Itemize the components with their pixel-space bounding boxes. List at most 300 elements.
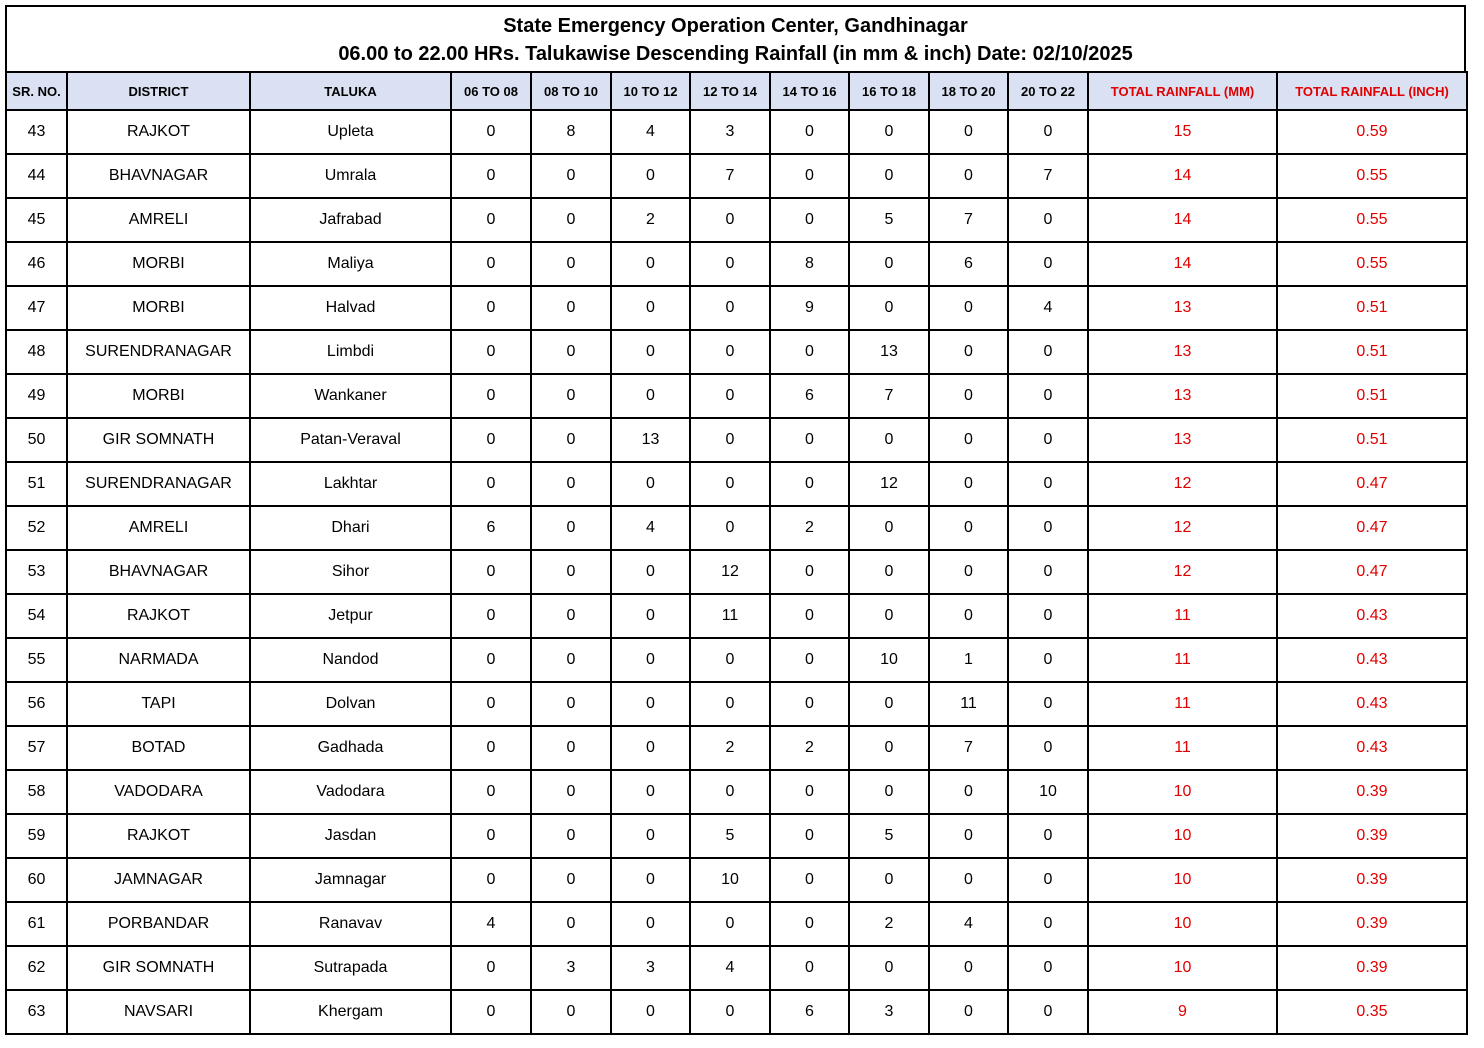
cell-18-to-20: 0 bbox=[929, 858, 1008, 902]
cell-10-to-12: 0 bbox=[611, 154, 690, 198]
cell-10-to-12: 0 bbox=[611, 462, 690, 506]
cell-20-to-22: 0 bbox=[1008, 726, 1088, 770]
cell-sr-no: 56 bbox=[6, 682, 67, 726]
cell-taluka: Jasdan bbox=[250, 814, 451, 858]
cell-sr-no: 57 bbox=[6, 726, 67, 770]
cell-16-to-18: 0 bbox=[849, 418, 929, 462]
cell-10-to-12: 0 bbox=[611, 594, 690, 638]
cell-total-inch: 0.47 bbox=[1277, 462, 1467, 506]
cell-total-mm: 11 bbox=[1088, 726, 1277, 770]
table-row bbox=[6, 242, 1467, 286]
cell-18-to-20: 0 bbox=[929, 286, 1008, 330]
cell-total-inch: 0.39 bbox=[1277, 946, 1467, 990]
cell-20-to-22: 0 bbox=[1008, 946, 1088, 990]
cell-18-to-20: 0 bbox=[929, 594, 1008, 638]
cell-10-to-12: 3 bbox=[611, 946, 690, 990]
cell-06-to-08: 0 bbox=[451, 198, 531, 242]
cell-18-to-20: 1 bbox=[929, 638, 1008, 682]
cell-06-to-08: 0 bbox=[451, 462, 531, 506]
cell-12-to-14: 11 bbox=[690, 594, 770, 638]
cell-total-mm: 13 bbox=[1088, 330, 1277, 374]
cell-12-to-14: 0 bbox=[690, 198, 770, 242]
cell-14-to-16: 0 bbox=[770, 638, 849, 682]
cell-total-mm: 14 bbox=[1088, 242, 1277, 286]
cell-district: NAVSARI bbox=[67, 990, 250, 1034]
report-title-block bbox=[5, 5, 1466, 71]
cell-14-to-16: 0 bbox=[770, 858, 849, 902]
cell-14-to-16: 0 bbox=[770, 154, 849, 198]
cell-total-inch: 0.43 bbox=[1277, 594, 1467, 638]
cell-20-to-22: 0 bbox=[1008, 198, 1088, 242]
cell-sr-no: 45 bbox=[6, 198, 67, 242]
cell-08-to-10: 0 bbox=[531, 154, 611, 198]
cell-sr-no: 49 bbox=[6, 374, 67, 418]
cell-14-to-16: 0 bbox=[770, 946, 849, 990]
table-row bbox=[6, 770, 1467, 814]
cell-district: PORBANDAR bbox=[67, 902, 250, 946]
cell-08-to-10: 0 bbox=[531, 330, 611, 374]
cell-total-mm: 13 bbox=[1088, 418, 1277, 462]
cell-taluka: Sihor bbox=[250, 550, 451, 594]
cell-08-to-10: 0 bbox=[531, 682, 611, 726]
cell-total-mm: 13 bbox=[1088, 374, 1277, 418]
report-title: State Emergency Operation Center, Gandhinagar bbox=[503, 15, 968, 37]
cell-taluka: Gadhada bbox=[250, 726, 451, 770]
cell-total-inch: 0.59 bbox=[1277, 110, 1467, 154]
cell-16-to-18: 0 bbox=[849, 286, 929, 330]
cell-taluka: Sutrapada bbox=[250, 946, 451, 990]
cell-sr-no: 55 bbox=[6, 638, 67, 682]
cell-total-mm: 10 bbox=[1088, 946, 1277, 990]
cell-sr-no: 43 bbox=[6, 110, 67, 154]
cell-total-inch: 0.39 bbox=[1277, 902, 1467, 946]
cell-18-to-20: 7 bbox=[929, 198, 1008, 242]
cell-06-to-08: 0 bbox=[451, 286, 531, 330]
cell-sr-no: 59 bbox=[6, 814, 67, 858]
cell-16-to-18: 0 bbox=[849, 858, 929, 902]
cell-taluka: Umrala bbox=[250, 154, 451, 198]
cell-06-to-08: 0 bbox=[451, 946, 531, 990]
cell-total-inch: 0.39 bbox=[1277, 814, 1467, 858]
cell-06-to-08: 0 bbox=[451, 374, 531, 418]
cell-district: VADODARA bbox=[67, 770, 250, 814]
cell-14-to-16: 0 bbox=[770, 198, 849, 242]
cell-10-to-12: 0 bbox=[611, 638, 690, 682]
cell-14-to-16: 0 bbox=[770, 770, 849, 814]
cell-total-inch: 0.39 bbox=[1277, 858, 1467, 902]
cell-district: RAJKOT bbox=[67, 814, 250, 858]
cell-20-to-22: 10 bbox=[1008, 770, 1088, 814]
cell-taluka: Vadodara bbox=[250, 770, 451, 814]
cell-total-mm: 14 bbox=[1088, 154, 1277, 198]
cell-sr-no: 48 bbox=[6, 330, 67, 374]
cell-sr-no: 50 bbox=[6, 418, 67, 462]
cell-14-to-16: 0 bbox=[770, 330, 849, 374]
cell-16-to-18: 0 bbox=[849, 550, 929, 594]
cell-10-to-12: 0 bbox=[611, 242, 690, 286]
cell-14-to-16: 0 bbox=[770, 462, 849, 506]
table-body bbox=[6, 110, 1467, 1034]
table-row bbox=[6, 902, 1467, 946]
cell-20-to-22: 0 bbox=[1008, 418, 1088, 462]
col-header-district: DISTRICT bbox=[67, 72, 250, 110]
table-row bbox=[6, 110, 1467, 154]
cell-16-to-18: 10 bbox=[849, 638, 929, 682]
cell-06-to-08: 0 bbox=[451, 638, 531, 682]
cell-total-mm: 12 bbox=[1088, 506, 1277, 550]
table-row bbox=[6, 682, 1467, 726]
cell-08-to-10: 0 bbox=[531, 814, 611, 858]
col-header-total-mm: TOTAL RAINFALL (MM) bbox=[1088, 72, 1277, 110]
cell-taluka: Dolvan bbox=[250, 682, 451, 726]
cell-20-to-22: 0 bbox=[1008, 110, 1088, 154]
cell-16-to-18: 0 bbox=[849, 682, 929, 726]
cell-16-to-18: 0 bbox=[849, 242, 929, 286]
cell-16-to-18: 13 bbox=[849, 330, 929, 374]
cell-10-to-12: 0 bbox=[611, 374, 690, 418]
cell-total-inch: 0.55 bbox=[1277, 154, 1467, 198]
cell-16-to-18: 5 bbox=[849, 814, 929, 858]
cell-12-to-14: 0 bbox=[690, 242, 770, 286]
cell-14-to-16: 0 bbox=[770, 814, 849, 858]
cell-taluka: Patan-Veraval bbox=[250, 418, 451, 462]
cell-sr-no: 63 bbox=[6, 990, 67, 1034]
cell-district: MORBI bbox=[67, 286, 250, 330]
cell-district: BOTAD bbox=[67, 726, 250, 770]
cell-total-mm: 10 bbox=[1088, 858, 1277, 902]
cell-18-to-20: 0 bbox=[929, 154, 1008, 198]
table-row bbox=[6, 858, 1467, 902]
cell-10-to-12: 0 bbox=[611, 814, 690, 858]
cell-10-to-12: 4 bbox=[611, 506, 690, 550]
cell-district: GIR SOMNATH bbox=[67, 418, 250, 462]
report-subtitle: 06.00 to 22.00 HRs. Talukawise Descending Rainfall (in mm & inch) Date: 02/10/2025 bbox=[338, 43, 1133, 65]
cell-12-to-14: 0 bbox=[690, 770, 770, 814]
cell-08-to-10: 0 bbox=[531, 242, 611, 286]
cell-18-to-20: 0 bbox=[929, 550, 1008, 594]
cell-total-inch: 0.47 bbox=[1277, 506, 1467, 550]
cell-20-to-22: 0 bbox=[1008, 814, 1088, 858]
cell-10-to-12: 0 bbox=[611, 550, 690, 594]
cell-total-mm: 9 bbox=[1088, 990, 1277, 1034]
cell-sr-no: 53 bbox=[6, 550, 67, 594]
cell-20-to-22: 4 bbox=[1008, 286, 1088, 330]
cell-12-to-14: 0 bbox=[690, 286, 770, 330]
cell-total-mm: 13 bbox=[1088, 286, 1277, 330]
cell-total-inch: 0.51 bbox=[1277, 330, 1467, 374]
cell-total-mm: 10 bbox=[1088, 770, 1277, 814]
cell-12-to-14: 12 bbox=[690, 550, 770, 594]
cell-06-to-08: 0 bbox=[451, 814, 531, 858]
cell-sr-no: 62 bbox=[6, 946, 67, 990]
cell-16-to-18: 0 bbox=[849, 110, 929, 154]
cell-20-to-22: 0 bbox=[1008, 550, 1088, 594]
col-header-20-to-22: 20 TO 22 bbox=[1008, 72, 1088, 110]
cell-20-to-22: 0 bbox=[1008, 506, 1088, 550]
cell-12-to-14: 4 bbox=[690, 946, 770, 990]
cell-12-to-14: 0 bbox=[690, 506, 770, 550]
cell-08-to-10: 0 bbox=[531, 990, 611, 1034]
cell-10-to-12: 13 bbox=[611, 418, 690, 462]
cell-10-to-12: 0 bbox=[611, 902, 690, 946]
cell-14-to-16: 8 bbox=[770, 242, 849, 286]
cell-sr-no: 61 bbox=[6, 902, 67, 946]
cell-total-inch: 0.35 bbox=[1277, 990, 1467, 1034]
cell-20-to-22: 0 bbox=[1008, 682, 1088, 726]
cell-taluka: Halvad bbox=[250, 286, 451, 330]
cell-06-to-08: 0 bbox=[451, 770, 531, 814]
cell-total-inch: 0.55 bbox=[1277, 242, 1467, 286]
cell-08-to-10: 0 bbox=[531, 594, 611, 638]
cell-district: RAJKOT bbox=[67, 594, 250, 638]
cell-12-to-14: 3 bbox=[690, 110, 770, 154]
cell-20-to-22: 0 bbox=[1008, 990, 1088, 1034]
cell-district: SURENDRANAGAR bbox=[67, 330, 250, 374]
cell-total-mm: 11 bbox=[1088, 594, 1277, 638]
col-header-06-to-08: 06 TO 08 bbox=[451, 72, 531, 110]
cell-taluka: Lakhtar bbox=[250, 462, 451, 506]
cell-taluka: Jafrabad bbox=[250, 198, 451, 242]
cell-district: MORBI bbox=[67, 242, 250, 286]
cell-sr-no: 46 bbox=[6, 242, 67, 286]
cell-18-to-20: 0 bbox=[929, 946, 1008, 990]
cell-10-to-12: 0 bbox=[611, 770, 690, 814]
cell-18-to-20: 4 bbox=[929, 902, 1008, 946]
cell-12-to-14: 0 bbox=[690, 990, 770, 1034]
cell-taluka: Ranavav bbox=[250, 902, 451, 946]
table-row bbox=[6, 198, 1467, 242]
cell-06-to-08: 0 bbox=[451, 990, 531, 1034]
cell-06-to-08: 6 bbox=[451, 506, 531, 550]
cell-14-to-16: 2 bbox=[770, 726, 849, 770]
cell-18-to-20: 11 bbox=[929, 682, 1008, 726]
cell-total-inch: 0.47 bbox=[1277, 550, 1467, 594]
cell-total-inch: 0.51 bbox=[1277, 374, 1467, 418]
cell-sr-no: 52 bbox=[6, 506, 67, 550]
cell-total-mm: 12 bbox=[1088, 550, 1277, 594]
table-row bbox=[6, 814, 1467, 858]
cell-total-inch: 0.43 bbox=[1277, 726, 1467, 770]
cell-08-to-10: 0 bbox=[531, 198, 611, 242]
cell-20-to-22: 0 bbox=[1008, 594, 1088, 638]
cell-16-to-18: 7 bbox=[849, 374, 929, 418]
cell-08-to-10: 0 bbox=[531, 506, 611, 550]
col-header-total-inch: TOTAL RAINFALL (INCH) bbox=[1277, 72, 1467, 110]
cell-08-to-10: 0 bbox=[531, 770, 611, 814]
cell-12-to-14: 0 bbox=[690, 902, 770, 946]
cell-16-to-18: 0 bbox=[849, 726, 929, 770]
cell-10-to-12: 0 bbox=[611, 858, 690, 902]
cell-08-to-10: 0 bbox=[531, 550, 611, 594]
cell-20-to-22: 0 bbox=[1008, 462, 1088, 506]
cell-08-to-10: 0 bbox=[531, 286, 611, 330]
col-header-taluka: TALUKA bbox=[250, 72, 451, 110]
cell-12-to-14: 2 bbox=[690, 726, 770, 770]
cell-district: JAMNAGAR bbox=[67, 858, 250, 902]
cell-taluka: Khergam bbox=[250, 990, 451, 1034]
cell-10-to-12: 0 bbox=[611, 726, 690, 770]
table-row bbox=[6, 726, 1467, 770]
cell-08-to-10: 8 bbox=[531, 110, 611, 154]
col-header-10-to-12: 10 TO 12 bbox=[611, 72, 690, 110]
cell-total-mm: 14 bbox=[1088, 198, 1277, 242]
cell-taluka: Upleta bbox=[250, 110, 451, 154]
cell-sr-no: 58 bbox=[6, 770, 67, 814]
cell-06-to-08: 0 bbox=[451, 242, 531, 286]
cell-total-inch: 0.51 bbox=[1277, 418, 1467, 462]
cell-district: BHAVNAGAR bbox=[67, 550, 250, 594]
cell-06-to-08: 0 bbox=[451, 682, 531, 726]
cell-06-to-08: 0 bbox=[451, 858, 531, 902]
cell-district: TAPI bbox=[67, 682, 250, 726]
cell-total-mm: 12 bbox=[1088, 462, 1277, 506]
cell-16-to-18: 0 bbox=[849, 594, 929, 638]
cell-08-to-10: 0 bbox=[531, 726, 611, 770]
cell-18-to-20: 6 bbox=[929, 242, 1008, 286]
cell-16-to-18: 0 bbox=[849, 154, 929, 198]
cell-18-to-20: 0 bbox=[929, 330, 1008, 374]
cell-district: RAJKOT bbox=[67, 110, 250, 154]
cell-20-to-22: 0 bbox=[1008, 330, 1088, 374]
cell-16-to-18: 0 bbox=[849, 506, 929, 550]
cell-18-to-20: 0 bbox=[929, 374, 1008, 418]
table-row bbox=[6, 594, 1467, 638]
cell-06-to-08: 0 bbox=[451, 154, 531, 198]
cell-taluka: Jetpur bbox=[250, 594, 451, 638]
table-row bbox=[6, 638, 1467, 682]
cell-taluka: Limbdi bbox=[250, 330, 451, 374]
cell-district: SURENDRANAGAR bbox=[67, 462, 250, 506]
cell-10-to-12: 0 bbox=[611, 990, 690, 1034]
cell-12-to-14: 0 bbox=[690, 462, 770, 506]
cell-district: MORBI bbox=[67, 374, 250, 418]
cell-14-to-16: 9 bbox=[770, 286, 849, 330]
table-row bbox=[6, 418, 1467, 462]
cell-18-to-20: 0 bbox=[929, 770, 1008, 814]
cell-total-inch: 0.51 bbox=[1277, 286, 1467, 330]
cell-12-to-14: 10 bbox=[690, 858, 770, 902]
table-row bbox=[6, 946, 1467, 990]
table-row bbox=[6, 506, 1467, 550]
cell-14-to-16: 0 bbox=[770, 902, 849, 946]
cell-16-to-18: 2 bbox=[849, 902, 929, 946]
cell-16-to-18: 3 bbox=[849, 990, 929, 1034]
cell-12-to-14: 5 bbox=[690, 814, 770, 858]
table-row bbox=[6, 374, 1467, 418]
cell-18-to-20: 0 bbox=[929, 506, 1008, 550]
cell-district: GIR SOMNATH bbox=[67, 946, 250, 990]
cell-06-to-08: 0 bbox=[451, 110, 531, 154]
cell-18-to-20: 0 bbox=[929, 990, 1008, 1034]
cell-16-to-18: 0 bbox=[849, 946, 929, 990]
cell-taluka: Maliya bbox=[250, 242, 451, 286]
cell-total-inch: 0.39 bbox=[1277, 770, 1467, 814]
cell-20-to-22: 0 bbox=[1008, 638, 1088, 682]
col-header-18-to-20: 18 TO 20 bbox=[929, 72, 1008, 110]
cell-total-inch: 0.43 bbox=[1277, 638, 1467, 682]
cell-14-to-16: 6 bbox=[770, 374, 849, 418]
cell-total-inch: 0.55 bbox=[1277, 198, 1467, 242]
cell-18-to-20: 7 bbox=[929, 726, 1008, 770]
cell-10-to-12: 4 bbox=[611, 110, 690, 154]
cell-12-to-14: 0 bbox=[690, 682, 770, 726]
cell-sr-no: 44 bbox=[6, 154, 67, 198]
cell-sr-no: 47 bbox=[6, 286, 67, 330]
cell-14-to-16: 0 bbox=[770, 682, 849, 726]
cell-10-to-12: 0 bbox=[611, 286, 690, 330]
cell-08-to-10: 3 bbox=[531, 946, 611, 990]
cell-08-to-10: 0 bbox=[531, 418, 611, 462]
cell-total-mm: 11 bbox=[1088, 682, 1277, 726]
col-header-16-to-18: 16 TO 18 bbox=[849, 72, 929, 110]
cell-total-mm: 10 bbox=[1088, 902, 1277, 946]
cell-20-to-22: 7 bbox=[1008, 154, 1088, 198]
table-row bbox=[6, 990, 1467, 1034]
cell-district: NARMADA bbox=[67, 638, 250, 682]
cell-district: AMRELI bbox=[67, 506, 250, 550]
cell-12-to-14: 0 bbox=[690, 374, 770, 418]
cell-14-to-16: 0 bbox=[770, 550, 849, 594]
cell-16-to-18: 5 bbox=[849, 198, 929, 242]
cell-sr-no: 60 bbox=[6, 858, 67, 902]
rainfall-report bbox=[5, 5, 1466, 1035]
cell-total-mm: 15 bbox=[1088, 110, 1277, 154]
cell-taluka: Wankaner bbox=[250, 374, 451, 418]
cell-taluka: Nandod bbox=[250, 638, 451, 682]
cell-10-to-12: 0 bbox=[611, 682, 690, 726]
cell-taluka: Jamnagar bbox=[250, 858, 451, 902]
cell-20-to-22: 0 bbox=[1008, 858, 1088, 902]
cell-06-to-08: 0 bbox=[451, 418, 531, 462]
cell-06-to-08: 0 bbox=[451, 550, 531, 594]
cell-08-to-10: 0 bbox=[531, 902, 611, 946]
table-row bbox=[6, 330, 1467, 374]
table-header-row bbox=[6, 72, 1467, 110]
col-header-12-to-14: 12 TO 14 bbox=[690, 72, 770, 110]
col-header-14-to-16: 14 TO 16 bbox=[770, 72, 849, 110]
cell-14-to-16: 6 bbox=[770, 990, 849, 1034]
cell-06-to-08: 0 bbox=[451, 594, 531, 638]
cell-10-to-12: 2 bbox=[611, 198, 690, 242]
cell-total-inch: 0.43 bbox=[1277, 682, 1467, 726]
cell-10-to-12: 0 bbox=[611, 330, 690, 374]
cell-total-mm: 11 bbox=[1088, 638, 1277, 682]
col-header-08-to-10: 08 TO 10 bbox=[531, 72, 611, 110]
cell-08-to-10: 0 bbox=[531, 858, 611, 902]
table-row bbox=[6, 462, 1467, 506]
cell-district: BHAVNAGAR bbox=[67, 154, 250, 198]
cell-08-to-10: 0 bbox=[531, 638, 611, 682]
cell-18-to-20: 0 bbox=[929, 462, 1008, 506]
cell-06-to-08: 0 bbox=[451, 330, 531, 374]
cell-16-to-18: 0 bbox=[849, 770, 929, 814]
cell-12-to-14: 0 bbox=[690, 638, 770, 682]
cell-12-to-14: 0 bbox=[690, 330, 770, 374]
table-row bbox=[6, 154, 1467, 198]
cell-12-to-14: 7 bbox=[690, 154, 770, 198]
cell-20-to-22: 0 bbox=[1008, 902, 1088, 946]
cell-14-to-16: 2 bbox=[770, 506, 849, 550]
cell-20-to-22: 0 bbox=[1008, 374, 1088, 418]
table-row bbox=[6, 550, 1467, 594]
cell-18-to-20: 0 bbox=[929, 418, 1008, 462]
cell-08-to-10: 0 bbox=[531, 462, 611, 506]
cell-12-to-14: 0 bbox=[690, 418, 770, 462]
cell-18-to-20: 0 bbox=[929, 814, 1008, 858]
cell-taluka: Dhari bbox=[250, 506, 451, 550]
cell-16-to-18: 12 bbox=[849, 462, 929, 506]
cell-14-to-16: 0 bbox=[770, 110, 849, 154]
